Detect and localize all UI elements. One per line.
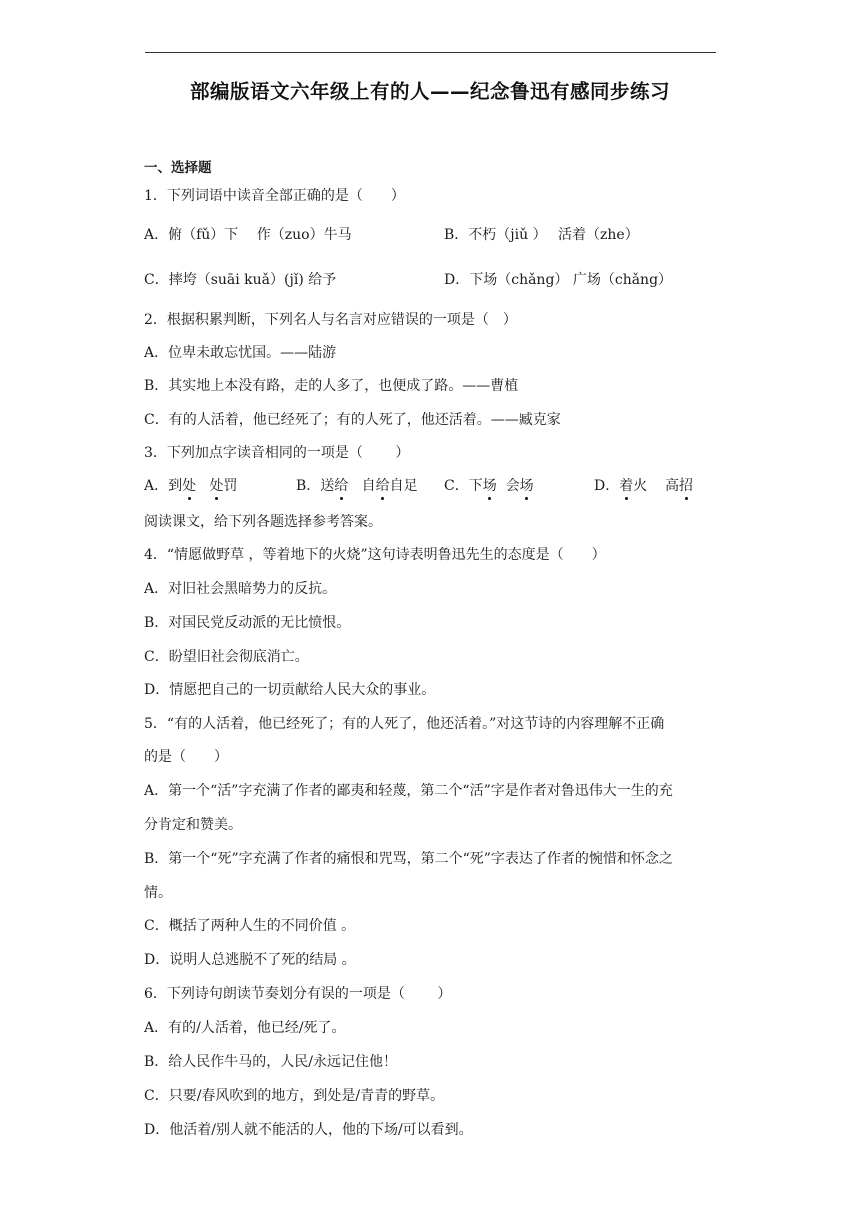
question-1-option-a: A．俯（fǔ）下 作（zuo）牛马 <box>144 227 352 243</box>
option-b-word2-pre: 自 <box>361 478 376 494</box>
option-d-word1-post: 火 <box>633 478 648 494</box>
question-2-option-c: C．有的人活着，他已经死了；有的人死了，他还活着。——臧克家 <box>144 412 561 428</box>
question-3-option-a <box>144 476 237 496</box>
question-4-option-d: D．情愿把自己的一切贡献给人民大众的事业。 <box>144 682 436 698</box>
question-2-option-a: A．位卑未敢忘忧国。——陆游 <box>144 345 337 361</box>
option-c-prefix: C．下 <box>444 478 483 494</box>
question-5-option-b-line2: 情。 <box>144 885 172 901</box>
section-heading: 一、选择题 <box>144 160 212 176</box>
question-3-stem: 3．下列加点字读音相同的一项是（ ） <box>144 445 410 461</box>
dotted-char: 给 <box>375 478 390 494</box>
question-5-option-b-line1: B．第一个“死”字充满了作者的痛恨和咒骂，第二个“死”字表达了作者的惋惜和怀念之 <box>144 851 673 867</box>
question-1-option-b: B．不朽（jiǔ ） 活着（zhe） <box>444 227 639 243</box>
option-b-prefix: B．送 <box>296 478 335 494</box>
question-3-option-b <box>296 476 418 496</box>
question-6-stem: 6．下列诗句朗读节奏划分有误的一项是（ ） <box>144 986 452 1002</box>
question-5-option-a-line1: A．第一个“活”字充满了作者的鄙夷和轻蔑，第二个“活”字是作者对鲁迅伟大一生的充 <box>144 783 673 799</box>
dotted-char: 场 <box>519 478 534 494</box>
option-a-prefix: A．到 <box>144 478 183 494</box>
dotted-char: 场 <box>482 478 497 494</box>
question-4-option-c: C．盼望旧社会彻底消亡。 <box>144 649 309 665</box>
question-4-stem: 4．“情愿做野草 ，等着地下的火烧”这句诗表明鲁迅先生的态度是（ ） <box>144 547 606 563</box>
question-3-option-c <box>444 476 534 496</box>
question-4-option-a: A．对旧社会黑暗势力的反抗。 <box>144 581 337 597</box>
question-4-option-b: B．对国民党反动派的无比愤恨。 <box>144 615 351 631</box>
question-6-option-d: D．他活着/别人就不能活的人，他的下场/可以看到。 <box>144 1122 473 1138</box>
option-b-word2-post: 自足 <box>389 478 418 494</box>
dotted-char: 给 <box>334 478 349 494</box>
question-1-option-d: D．下场（chǎng） 广场（chǎng） <box>444 272 673 288</box>
reading-instruction: 阅读课文，给下列各题选择参考答案。 <box>144 514 382 530</box>
question-6-option-a: A．有的/人活着，他已经/死了。 <box>144 1020 346 1036</box>
option-d-prefix: D． <box>594 478 620 494</box>
question-6-option-b: B．给人民作牛马的，人民/永远记住他！ <box>144 1054 398 1070</box>
question-6-option-c: C．只要/春风吹到的地方，到处是/青青的野草。 <box>144 1088 445 1104</box>
question-1-stem: 1．下列词语中读音全部正确的是（ ） <box>144 188 405 204</box>
dotted-char: 处 <box>182 478 197 494</box>
option-c-word2-pre: 会 <box>505 478 520 494</box>
question-5-option-c: C．概括了两种人生的不同价值 。 <box>144 918 356 934</box>
dotted-char: 招 <box>679 478 694 494</box>
question-2-option-b: B．其实地上本没有路，走的人多了，也便成了路。——曹植 <box>144 378 519 394</box>
option-a-word2: 罚 <box>223 478 238 494</box>
page-title: 部编版语文六年级上有的人——纪念鲁迅有感同步练习 <box>189 80 670 103</box>
question-1-option-c: C．摔垮（suāi kuǎ）(jǐ) 给予 <box>144 272 337 288</box>
dotted-char: 着 <box>619 478 634 494</box>
question-5-stem-line2: 的是（ ） <box>144 749 228 765</box>
dotted-char: 处 <box>209 478 224 494</box>
header-rule <box>145 52 716 53</box>
question-5-stem-line1: 5．“有的人活着，他已经死了；有的人死了，他还活着。”对这节诗的内容理解不正确 <box>144 716 665 732</box>
question-5-option-d: D．说明人总逃脱不了死的结局 。 <box>144 952 356 968</box>
question-2-stem: 2．根据积累判断，下列名人与名言对应错误的一项是（ ） <box>144 312 517 328</box>
question-5-option-a-line2: 分肯定和赞美。 <box>144 817 242 833</box>
option-d-word2-pre: 高 <box>665 478 680 494</box>
question-3-option-d <box>594 476 693 496</box>
